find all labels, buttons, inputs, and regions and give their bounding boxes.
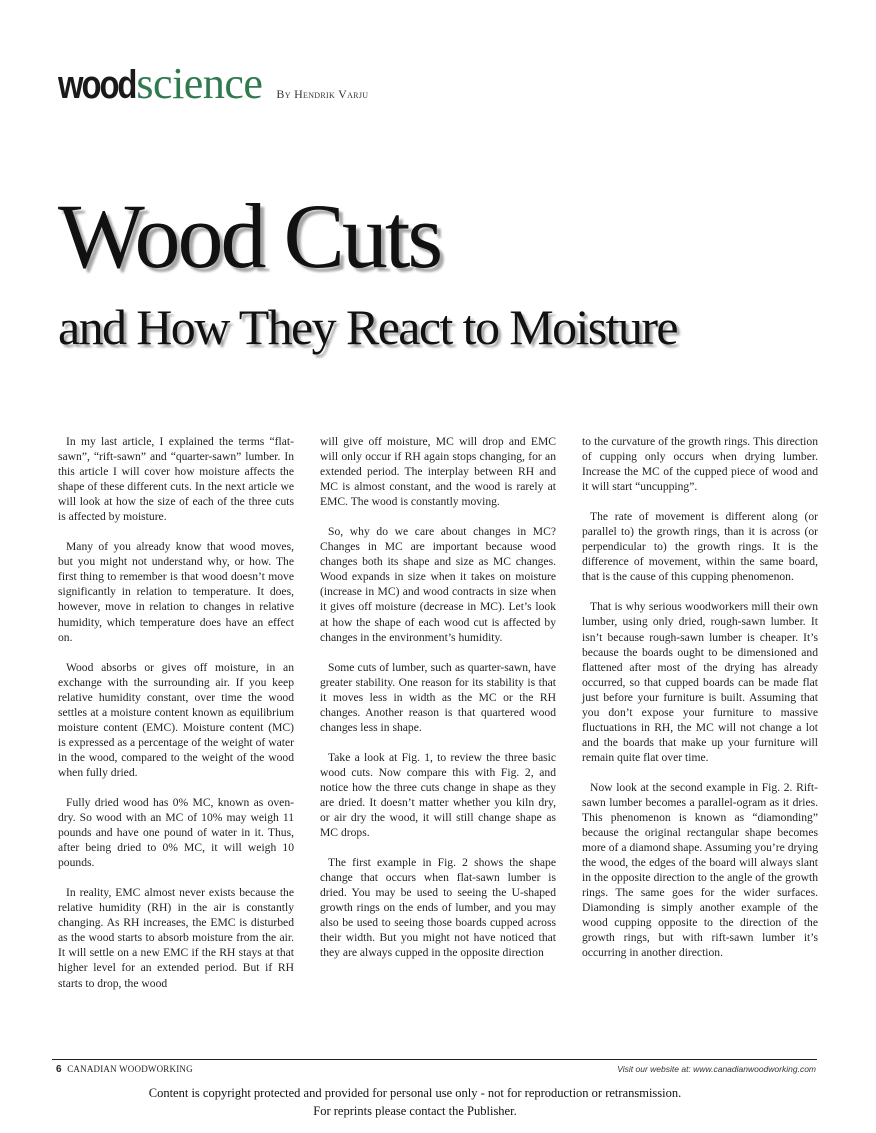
footer-divider <box>52 1059 817 1060</box>
paragraph: The rate of movement is different along (or parallel to) the growth rings, than it is across (or perpendicular to) the growth rings. It is the difference of movement, within the same board, that is the cause of this cupping phenomenon. <box>582 510 818 584</box>
paragraph: In my last article, I explained the terms “flat-sawn”, “rift-sawn” and “quarter-sawn” lumber. In this article I will cover how moisture affects the shape of these different cuts. In the next article we will look at how the size of each of the three cuts is affected by moisture. <box>58 435 294 524</box>
page-number: 6 <box>56 1064 62 1075</box>
paragraph: Take a look at Fig. 1, to review the three basic wood cuts. Now compare this with Fig. 2, and notice how the three cuts change in shape as they are dried. It doesn’t matter whether you kiln dry, or air dry the wood, it will still change shape as MC drops. <box>320 750 556 840</box>
article-body <box>58 434 818 1006</box>
section-brand-wood: wood <box>58 63 136 107</box>
section-header <box>58 58 368 109</box>
column-2 <box>320 434 556 1006</box>
paragraph: That is why serious woodworkers mill their own lumber, using only dried, rough-sawn lumber. It isn’t because rough-sawn lumber is cheaper. It’s because the boards ought to be dimensioned and flattened after most of the drying has already occurred, so that cupped boards can be made flat just before your furniture is built. Assuming that you don’t expose your furniture to massive fluctuations in RH, the MC will not change a lot and the boards that make up your furniture will remain quite flat over time. <box>582 600 818 764</box>
paragraph: The first example in Fig. 2 shows the shape change that occurs when flat-sawn lumber is dried. You may be used to seeing the U-shaped growth rings on the ends of lumber, and you may also be used to seeing those boards cupped across their width. But you might not have noticed that they are always cupped in the opposite direction <box>320 856 556 960</box>
paragraph-continued: to the curvature of the growth rings. This direction of cupping only occurs when drying lumber. Increase the MC of the cupped piece of wood and it will start “uncupping”. <box>582 435 818 494</box>
copyright-line-1: Content is copyright protected and provided for personal use only - not for reproduction or retransmission. <box>148 1086 682 1100</box>
paragraph: Wood absorbs or gives off moisture, in an exchange with the surrounding air. If you keep relative humidity constant, over time the wood settles at a moisture content known as equilibrium moisture content (EMC). Moisture content (MC) is expressed as a percentage of the weight of water in the wood, compared to the weight of the wood when fully dried. <box>58 660 294 779</box>
article-subtitle: and How They React to Moisture <box>58 299 677 355</box>
paragraph: In reality, EMC almost never exists because the relative humidity (RH) in the air is constantly changing. As RH increases, the EMC is disturbed as the wood starts to absorb moisture from the air. It will settle on a new EMC if the RH stays at that higher level for an extended period. But if RH starts to drop, the wood <box>58 886 294 990</box>
website-notice: Visit our website at: www.canadianwoodworking.com <box>617 1064 816 1074</box>
paragraph-continued: will give off moisture, MC will drop and EMC will only occur if RH again stops changing, for an extended period. The interplay between RH and MC is almost constant, and the wood is rarely at EMC. The wood is constantly moving. <box>320 435 556 509</box>
paragraph: Fully dried wood has 0% MC, known as oven-dry. So wood with an MC of 10% may weigh 11 pounds and have one pound of water in it. Thus, after being dried to 0% MC, it will weigh 10 pounds. <box>58 795 294 870</box>
publication-name: CANADIAN WOODWORKING <box>67 1064 193 1074</box>
section-brand-science: science <box>136 59 263 108</box>
author-byline: By Hendrik Varju <box>276 87 369 101</box>
paragraph: So, why do we care about changes in MC? Changes in MC are important because wood changes both its shape and size as MC changes. Wood expands in size when it takes on moisture (increase in MC) and wood contracts in size when it gives off moisture (decrease in MC). Let’s look at how the shape of each wood cut is affected by changes in the environment’s humidity. <box>320 525 556 644</box>
column-3 <box>582 434 818 1006</box>
paragraph: Now look at the second example in Fig. 2. Rift-sawn lumber becomes a parallel-ogram as it dries. This phenomenon is known as “diamonding” because the original rectangular shape becomes more of a diamond shape. Assuming you’re drying the wood, the edges of the board will always slant in the opposite direction to the angle of the growth rings. The same goes for the wider surfaces. Diamonding is simply another example of the wood cupping opposite to the direction of the growth rings, but with rift-sawn lumber it’s occurring in another direction. <box>582 780 818 960</box>
folio <box>56 1064 193 1075</box>
column-1 <box>58 434 294 1006</box>
copyright-line-2: For reprints please contact the Publisher. <box>313 1104 517 1118</box>
copyright-notice <box>0 1084 830 1120</box>
paragraph: Many of you already know that wood moves, but you might not understand why, or how. The first thing to remember is that wood doesn’t move significantly in relation to temperature. It does, however, move in relation to changes in relative humidity, which temperature does have an effect on. <box>58 540 294 644</box>
paragraph: Some cuts of lumber, such as quarter-sawn, have greater stability. One reason for its stability is that it moves less in width as the MC or the RH changes. Another reason is that quartered wood changes less in shape. <box>320 660 556 734</box>
article-title: Wood Cuts <box>58 185 441 287</box>
